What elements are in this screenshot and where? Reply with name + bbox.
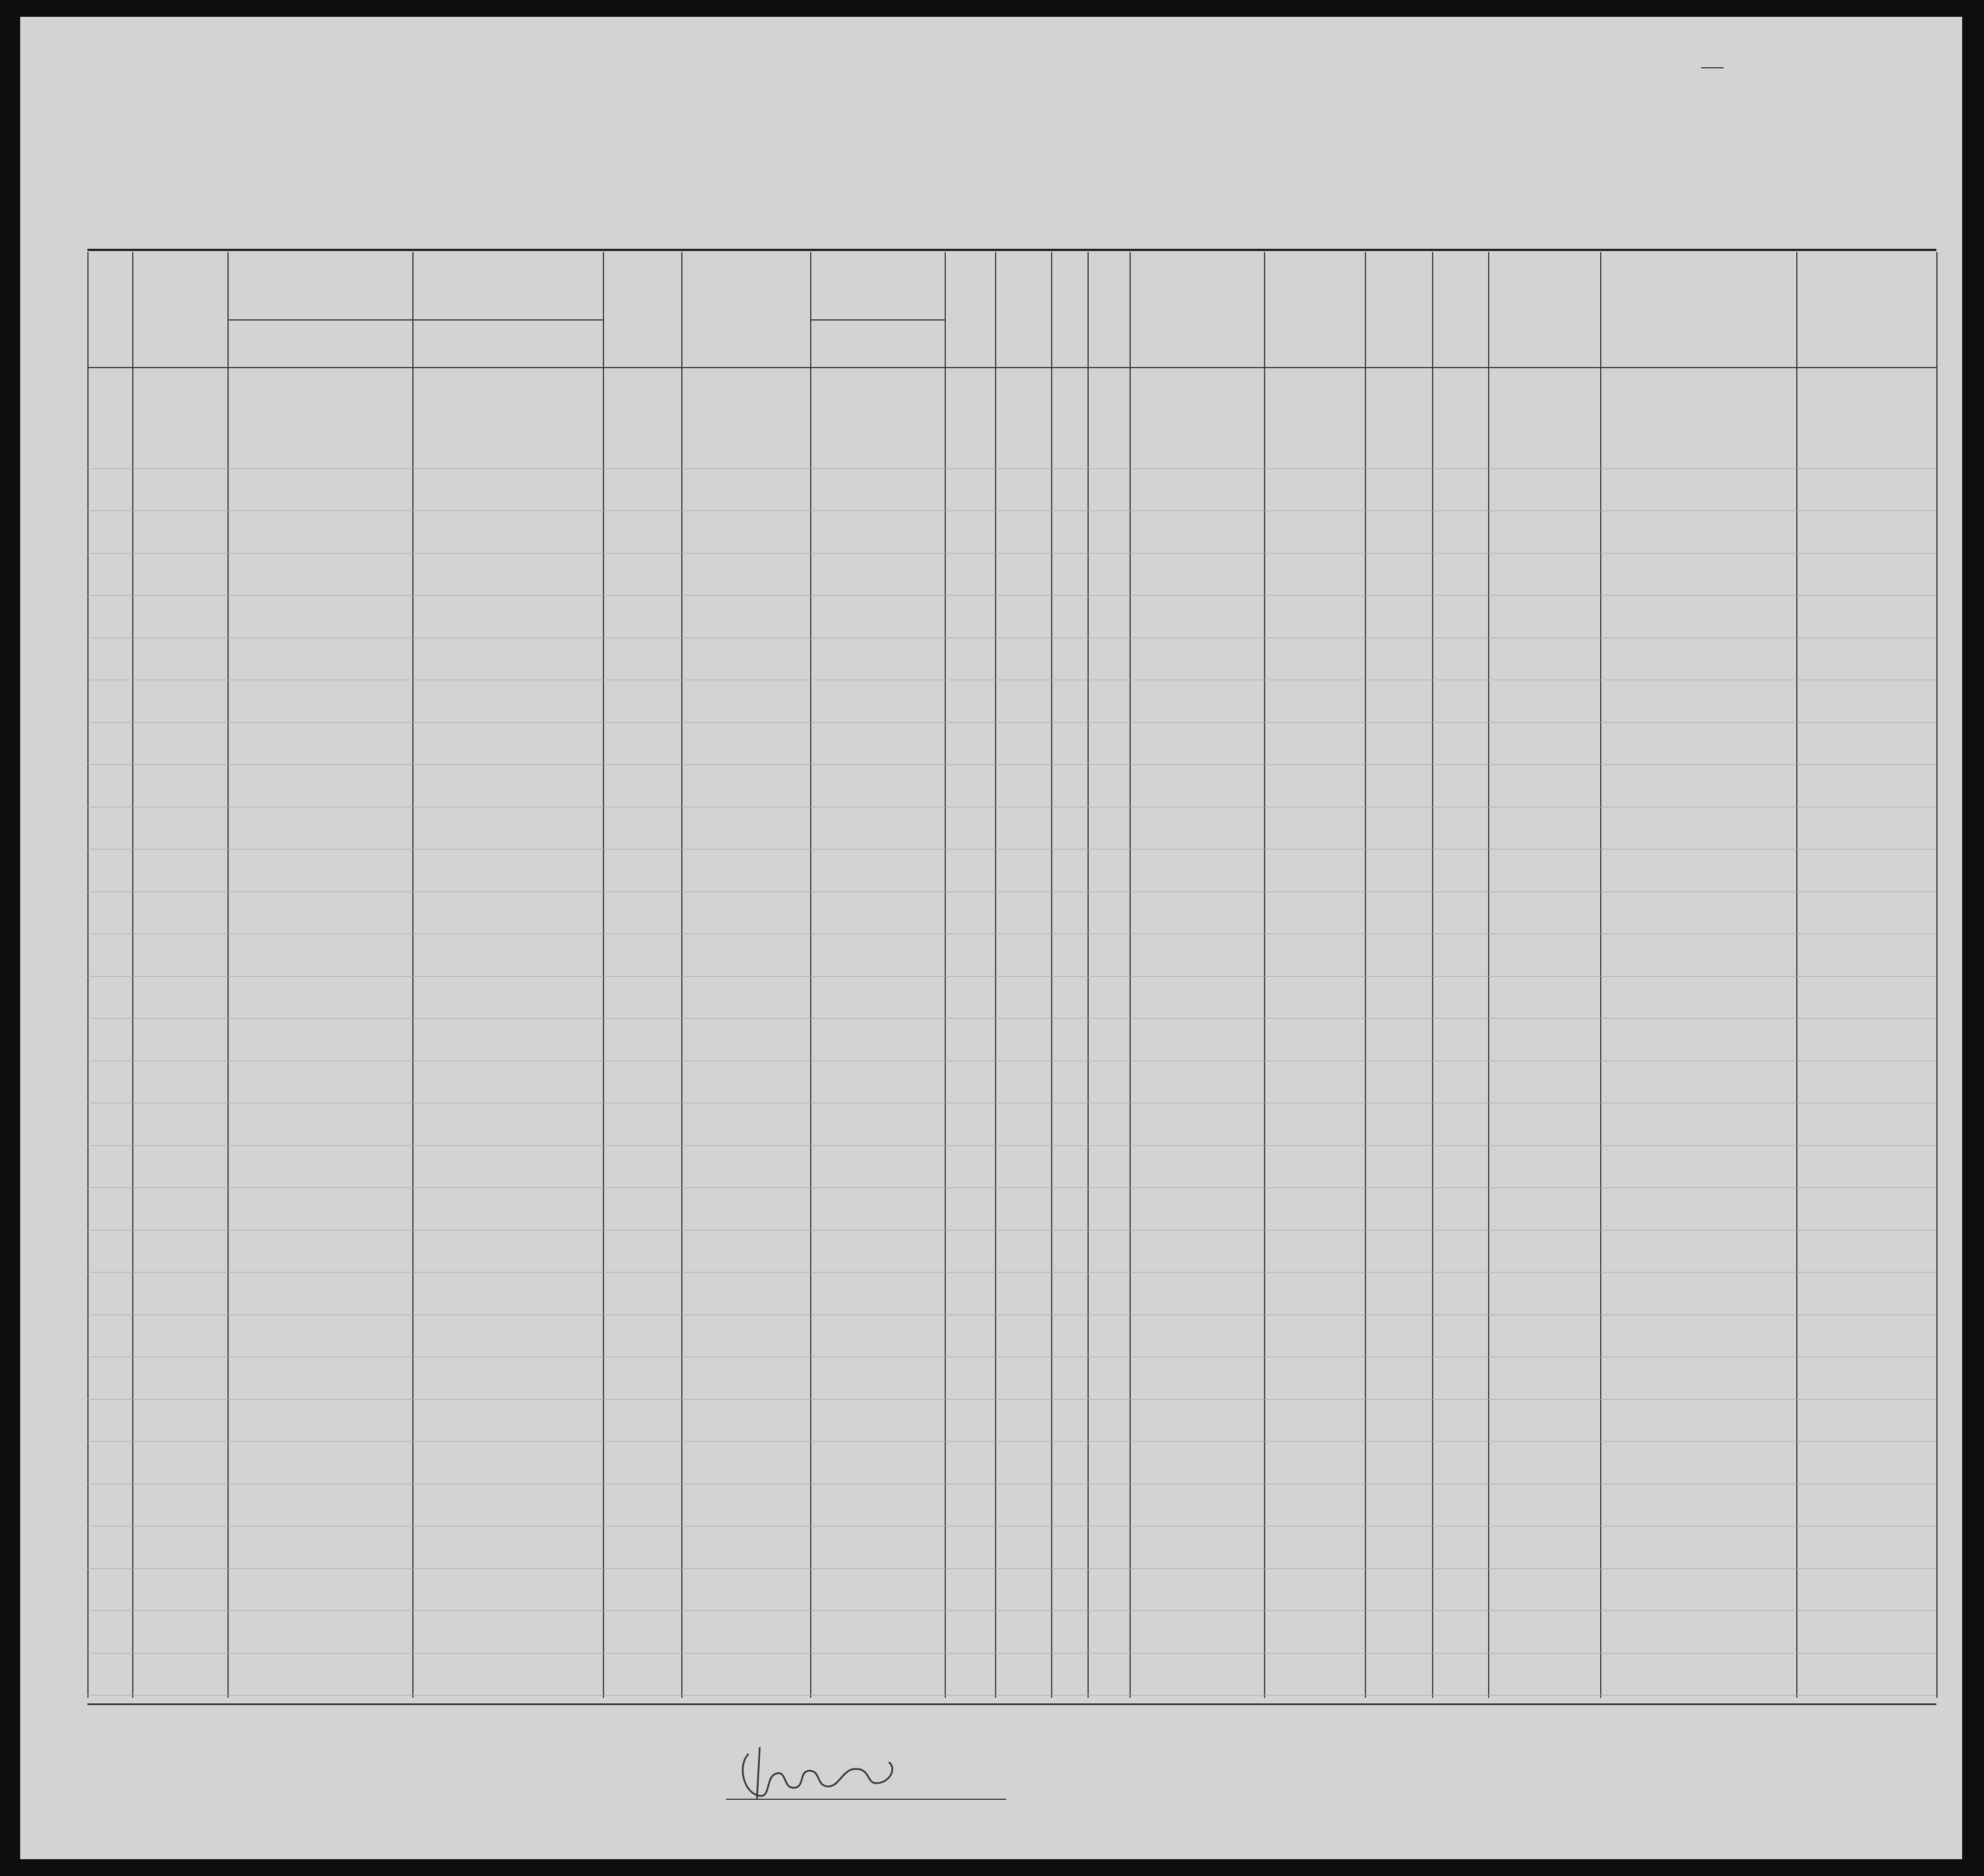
manifest-footer bbox=[87, 1703, 1936, 1855]
column-divider bbox=[132, 252, 133, 1698]
sheet-number bbox=[1701, 50, 1723, 67]
column-divider bbox=[227, 252, 229, 1698]
footer-rule bbox=[87, 1703, 1936, 1705]
row-rule bbox=[87, 891, 1936, 892]
column-divider bbox=[87, 252, 89, 1698]
column-divider bbox=[681, 252, 682, 1698]
row-rule bbox=[87, 1695, 1936, 1696]
column-divider bbox=[1936, 252, 1937, 1698]
column-divider bbox=[1264, 252, 1265, 1698]
column-divider bbox=[1488, 252, 1489, 1698]
row-rule bbox=[87, 1441, 1936, 1442]
crew-table bbox=[87, 252, 1936, 1698]
manifest-sheet bbox=[20, 17, 1962, 1859]
row-rule bbox=[87, 1018, 1936, 1019]
sheet-value bbox=[1701, 50, 1723, 68]
column-divider bbox=[945, 252, 946, 1698]
column-divider bbox=[603, 252, 604, 1698]
column-divider bbox=[1432, 252, 1433, 1698]
row-rule bbox=[87, 1187, 1936, 1188]
row-rule bbox=[87, 1610, 1936, 1611]
column-divider bbox=[1088, 252, 1089, 1698]
row-rule bbox=[87, 1653, 1936, 1654]
column-divider bbox=[810, 252, 811, 1698]
header-bottom-rule bbox=[87, 367, 1936, 368]
signature-scribble bbox=[726, 1743, 905, 1804]
row-rule bbox=[87, 1568, 1936, 1569]
row-rule bbox=[87, 764, 1936, 765]
column-divider bbox=[1796, 252, 1797, 1698]
row-rule bbox=[87, 510, 1936, 511]
row-rule bbox=[87, 1272, 1936, 1273]
row-rule bbox=[87, 1145, 1936, 1146]
row-rule bbox=[87, 468, 1936, 469]
shipped-subheader-rule bbox=[810, 319, 945, 321]
row-rule bbox=[87, 976, 1936, 977]
row-rule bbox=[87, 1399, 1936, 1400]
header-rule bbox=[87, 249, 1936, 251]
signature-line bbox=[726, 1799, 1006, 1800]
row-rule bbox=[87, 553, 1936, 554]
inspector-signature bbox=[726, 1743, 905, 1804]
column-divider bbox=[1600, 252, 1601, 1698]
column-divider bbox=[1051, 252, 1052, 1698]
row-rule bbox=[87, 722, 1936, 723]
name-subheader-rule bbox=[227, 319, 603, 321]
column-divider bbox=[1365, 252, 1366, 1698]
column-divider bbox=[412, 252, 413, 1698]
column-divider bbox=[1130, 252, 1131, 1698]
column-divider bbox=[995, 252, 996, 1698]
row-rule bbox=[87, 595, 1936, 596]
